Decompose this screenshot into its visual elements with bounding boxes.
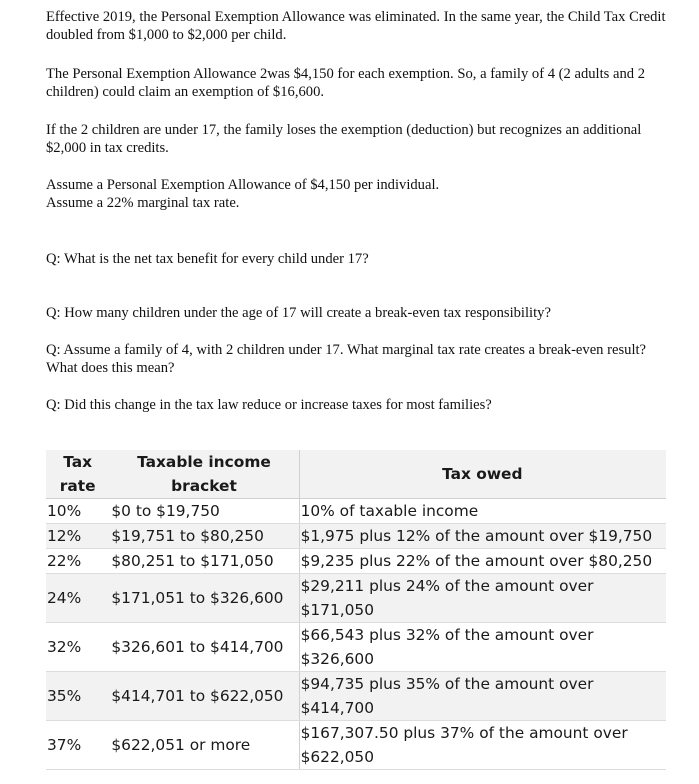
cell-owed: $167,307.50 plus 37% of the amount over $622,050	[299, 721, 666, 770]
cell-owed: $66,543 plus 32% of the amount over $326,600	[299, 623, 666, 672]
table-row	[46, 524, 666, 549]
paragraph-children-credit: If the 2 children are under 17, the family loses the exemption (deduction) but recognizes an additional $2,000 in tax credits.	[46, 122, 642, 156]
cell-rate: 35%	[46, 672, 110, 721]
table-row	[46, 549, 666, 574]
assumption-tax-rate: Assume a 22% marginal tax rate.	[46, 195, 240, 211]
paragraph-assumptions	[46, 176, 671, 212]
cell-bracket: $19,751 to $80,250	[110, 524, 299, 549]
cell-owed: $94,735 plus 35% of the amount over $414,700	[299, 672, 666, 721]
cell-bracket: $414,701 to $622,050	[110, 672, 299, 721]
table-row	[46, 721, 666, 770]
tax-bracket-table	[46, 450, 666, 770]
table-row	[46, 672, 666, 721]
cell-rate: 10%	[46, 499, 110, 524]
question-break-even-rate: Q: Assume a family of 4, with 2 children under 17. What marginal tax rate creates a break-even result? What does this mean?	[46, 342, 647, 376]
assumption-exemption: Assume a Personal Exemption Allowance of $4,150 per individual.	[46, 177, 440, 193]
cell-owed: 10% of taxable income	[299, 499, 666, 524]
cell-rate: 37%	[46, 721, 110, 770]
cell-owed: $29,211 plus 24% of the amount over $171,050	[299, 574, 666, 623]
paragraph-exemption-eliminated: Effective 2019, the Personal Exemption Allowance was eliminated. In the same year, the Child Tax Credit doubled from $1,000 to $2,000 per child.	[46, 9, 666, 43]
question-break-even-children: Q: How many children under the age of 17 will create a break-even tax responsibility?	[46, 305, 551, 321]
cell-bracket: $326,601 to $414,700	[110, 623, 299, 672]
paragraph-exemption-amount: The Personal Exemption Allowance 2was $4,150 for each exemption. So, a family of 4 (2 adults and 2 children) could claim an exemption of $16,600.	[46, 66, 646, 100]
cell-rate: 24%	[46, 574, 110, 623]
table-row	[46, 623, 666, 672]
cell-owed: $1,975 plus 12% of the amount over $19,750	[299, 524, 666, 549]
header-tax-owed: Tax owed	[299, 450, 666, 499]
cell-bracket: $80,251 to $171,050	[110, 549, 299, 574]
cell-rate: 32%	[46, 623, 110, 672]
table-header-row	[46, 450, 666, 499]
cell-bracket: $0 to $19,750	[110, 499, 299, 524]
header-income-bracket: Taxable income bracket	[110, 450, 299, 499]
cell-rate: 22%	[46, 549, 110, 574]
question-net-benefit: Q: What is the net tax benefit for every child under 17?	[46, 251, 369, 267]
table-row	[46, 574, 666, 623]
cell-rate: 12%	[46, 524, 110, 549]
table-row	[46, 499, 666, 524]
cell-bracket: $622,051 or more	[110, 721, 299, 770]
cell-bracket: $171,051 to $326,600	[110, 574, 299, 623]
cell-owed: $9,235 plus 22% of the amount over $80,250	[299, 549, 666, 574]
header-tax-rate: Tax rate	[46, 450, 110, 499]
question-tax-change: Q: Did this change in the tax law reduce or increase taxes for most families?	[46, 397, 492, 413]
